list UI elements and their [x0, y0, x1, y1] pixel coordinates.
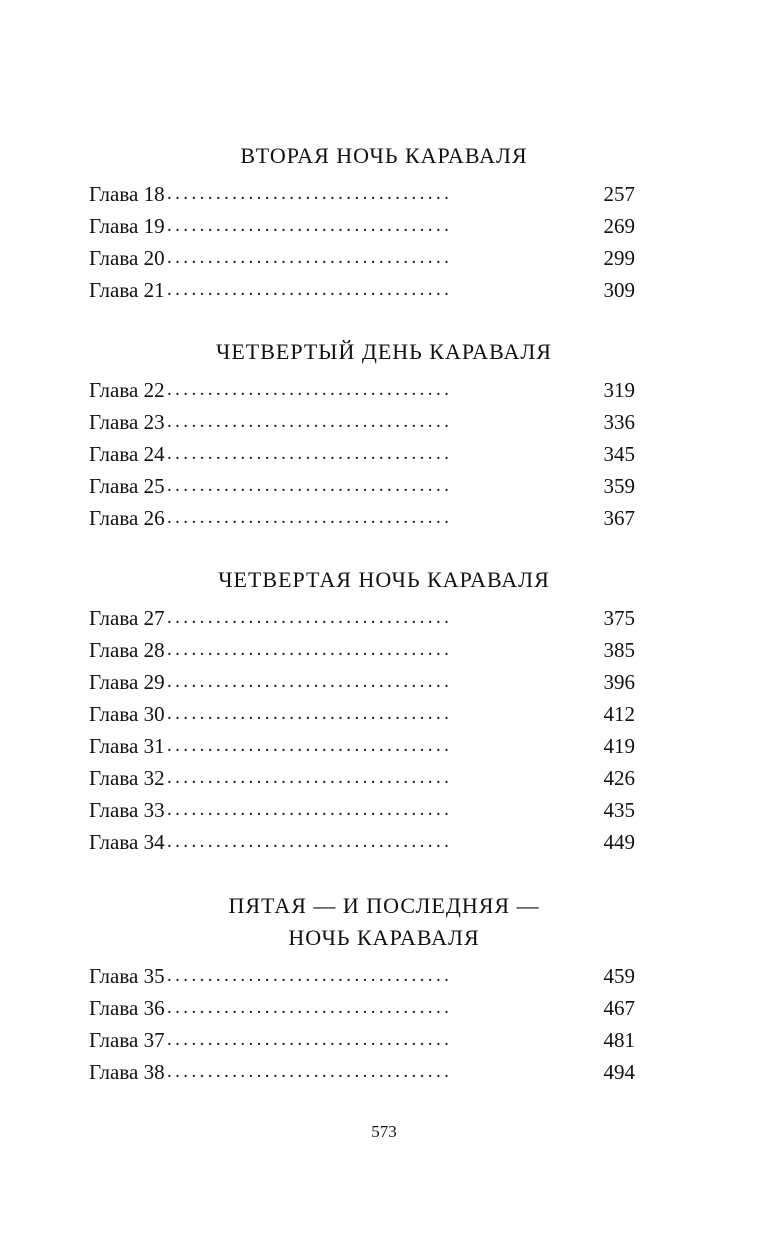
toc-entry: [89, 960, 635, 992]
toc-entry: [89, 826, 635, 858]
chapter-label: Глава 33: [89, 794, 167, 826]
toc-entry: [89, 210, 635, 242]
chapter-page-number: 467: [603, 996, 635, 1020]
chapter-label: Глава 23: [89, 406, 167, 438]
section-title: НОЧЬ КАРАВАЛЯ: [288, 925, 480, 950]
chapter-label: Глава 35: [89, 960, 167, 992]
chapter-page-number: 269: [603, 214, 635, 238]
leader-dots: ...................................: [167, 831, 453, 852]
chapter-page-number: 257: [603, 182, 635, 206]
toc-entry: [89, 602, 635, 634]
chapter-page-number: 336: [603, 410, 635, 434]
chapter-label: Глава 37: [89, 1024, 167, 1056]
chapter-label: Глава 20: [89, 242, 167, 274]
leader-dots: ...................................: [167, 735, 453, 756]
chapter-label: Глава 18: [89, 178, 167, 210]
chapter-label: Глава 22: [89, 374, 167, 406]
chapter-label: Глава 36: [89, 992, 167, 1024]
chapter-page-number: 309: [603, 278, 635, 302]
section-title: ПЯТАЯ — И ПОСЛЕДНЯЯ —: [228, 893, 540, 918]
leader-dots: ...................................: [167, 607, 453, 628]
chapter-label: Глава 28: [89, 634, 167, 666]
chapter-label: Глава 38: [89, 1056, 167, 1088]
chapter-page-number: 396: [603, 670, 635, 694]
leader-dots: ...................................: [167, 379, 453, 400]
page-number: 573: [371, 1122, 397, 1141]
chapter-page-number: 494: [603, 1060, 635, 1084]
chapter-page-number: 359: [603, 474, 635, 498]
chapter-label: Глава 27: [89, 602, 167, 634]
leader-dots: ...................................: [167, 475, 453, 496]
chapter-page-number: 375: [603, 606, 635, 630]
toc-entry: [89, 1056, 635, 1088]
leader-dots: ...................................: [167, 443, 453, 464]
chapter-page-number: 435: [603, 798, 635, 822]
chapter-page-number: 299: [603, 246, 635, 270]
chapter-page-number: 319: [603, 378, 635, 402]
chapter-page-number: 412: [603, 702, 635, 726]
toc-entry: [89, 470, 635, 502]
chapter-page-number: 419: [603, 734, 635, 758]
section-title: ЧЕТВЕРТАЯ НОЧЬ КАРАВАЛЯ: [218, 567, 550, 592]
leader-dots: ...................................: [167, 671, 453, 692]
section-title: ЧЕТВЕРТЫЙ ДЕНЬ КАРАВАЛЯ: [216, 339, 552, 364]
toc-entry: [89, 502, 635, 534]
toc-entry: [89, 666, 635, 698]
leader-dots: ...................................: [167, 411, 453, 432]
toc-entry: [89, 698, 635, 730]
chapter-label: Глава 31: [89, 730, 167, 762]
chapter-label: Глава 21: [89, 274, 167, 306]
toc-entry: [89, 762, 635, 794]
toc-entry: [89, 438, 635, 470]
leader-dots: ...................................: [167, 767, 453, 788]
toc-entry: [89, 274, 635, 306]
chapter-label: Глава 29: [89, 666, 167, 698]
leader-dots: ...................................: [167, 997, 453, 1018]
leader-dots: ...................................: [167, 799, 453, 820]
leader-dots: ...................................: [167, 279, 453, 300]
toc-entry: [89, 730, 635, 762]
chapter-page-number: 481: [603, 1028, 635, 1052]
chapter-page-number: 345: [603, 442, 635, 466]
chapter-page-number: 449: [603, 830, 635, 854]
chapter-page-number: 367: [603, 506, 635, 530]
chapter-label: Глава 19: [89, 210, 167, 242]
chapter-label: Глава 25: [89, 470, 167, 502]
leader-dots: ...................................: [167, 1061, 453, 1082]
leader-dots: ...................................: [167, 639, 453, 660]
leader-dots: ...................................: [167, 183, 453, 204]
toc-entry: [89, 178, 635, 210]
chapter-label: Глава 34: [89, 826, 167, 858]
chapter-page-number: 385: [603, 638, 635, 662]
chapter-page-number: 426: [603, 766, 635, 790]
chapter-label: Глава 24: [89, 438, 167, 470]
leader-dots: ...................................: [167, 1029, 453, 1050]
leader-dots: ...................................: [167, 247, 453, 268]
toc-entry: [89, 634, 635, 666]
leader-dots: ...................................: [167, 215, 453, 236]
toc-entry: [89, 242, 635, 274]
toc-entry: [89, 992, 635, 1024]
toc-entry: [89, 794, 635, 826]
toc-entry: [89, 406, 635, 438]
chapter-label: Глава 30: [89, 698, 167, 730]
toc-entry: [89, 1024, 635, 1056]
leader-dots: ...................................: [167, 507, 453, 528]
chapter-label: Глава 26: [89, 502, 167, 534]
section-title: ВТОРАЯ НОЧЬ КАРАВАЛЯ: [240, 143, 528, 168]
leader-dots: ...................................: [167, 703, 453, 724]
leader-dots: ...................................: [167, 965, 453, 986]
chapter-label: Глава 32: [89, 762, 167, 794]
chapter-page-number: 459: [603, 964, 635, 988]
toc-entry: [89, 374, 635, 406]
